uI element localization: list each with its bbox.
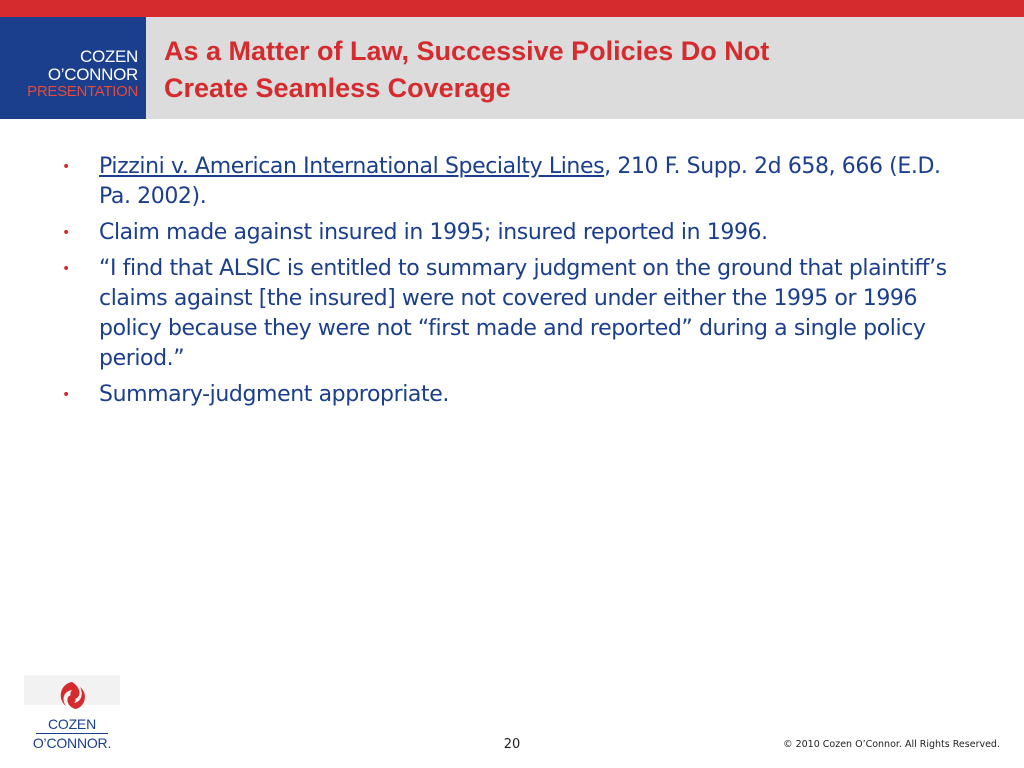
page-number: 20 — [503, 737, 521, 752]
bullet-text: Summary-judgment appropriate. — [99, 382, 449, 407]
bullet-icon: • — [62, 159, 70, 175]
footer-logo — [24, 675, 120, 755]
bullet-text: Claim made against insured in 1995; insured reported in 1996. — [99, 220, 768, 245]
case-citation-link[interactable]: Pizzini v. American International Specialty Lines — [99, 154, 605, 179]
footer-logo-line-1: COZEN — [47, 716, 96, 732]
bullet-item — [60, 152, 960, 212]
bullet-item — [60, 380, 960, 410]
bullet-item — [60, 218, 960, 248]
slide-title — [164, 33, 994, 107]
bullet-text: “I find that ALSIC is entitled to summary judgment on the ground that plaintiff’s claims against [the insured] were not covered under either the 1995 or 1996 policy because they were not “first made and reported” during a single policy period.” — [99, 256, 947, 371]
bullet-icon: • — [62, 387, 70, 403]
slide-title-line-1: As a Matter of Law, Successive Policies Do Not — [164, 36, 770, 66]
logo-line-cozen: COZEN — [79, 47, 138, 66]
bullet-icon: • — [62, 261, 70, 277]
footer-logo-line-2: O’CONNOR. — [32, 735, 112, 751]
bullet-icon: • — [62, 225, 70, 241]
cozen-flame-icon — [24, 679, 120, 713]
bullet-text: , 210 F. Supp. 2d 658, 666 (E.D. Pa. 2002). — [99, 154, 941, 209]
logo-line-presentation: PRESENTATION — [27, 83, 138, 100]
presentation-logo — [0, 17, 146, 119]
footer-logo-divider — [36, 733, 108, 734]
logo-line-oconnor: O’CONNOR — [47, 65, 138, 84]
bullet-list — [60, 152, 960, 416]
slide-title-line-2: Create Seamless Coverage — [164, 73, 511, 103]
bullet-item — [60, 254, 960, 374]
copyright-notice: © 2010 Cozen O’Connor. All Rights Reserved. — [783, 739, 1000, 750]
header-top-rule — [0, 0, 1024, 17]
